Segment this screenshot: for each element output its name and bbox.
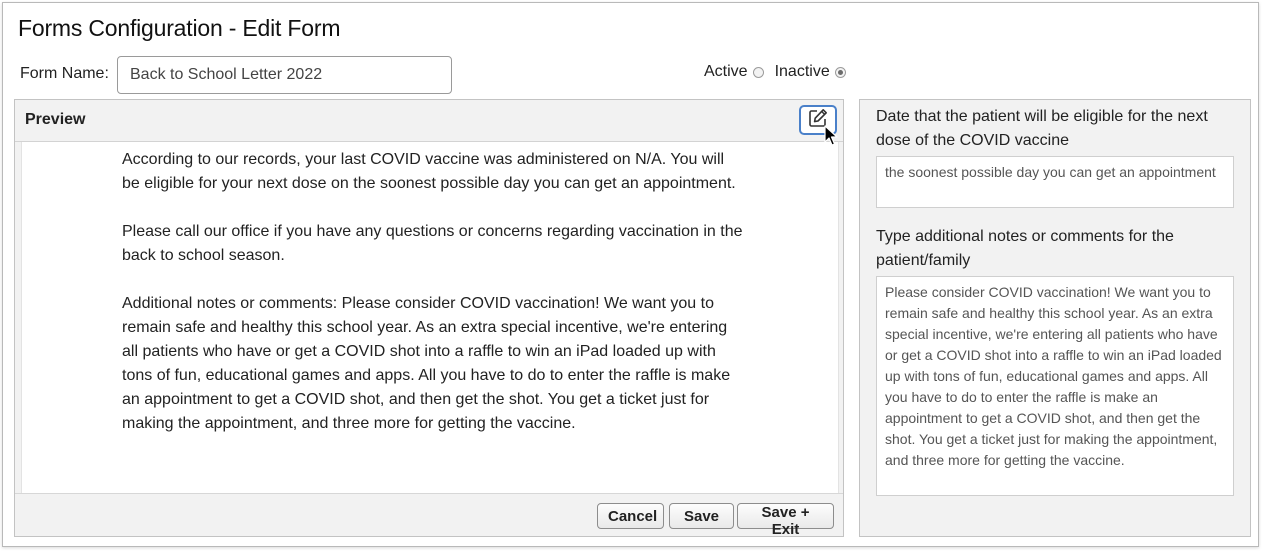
mouse-pointer-icon (824, 125, 838, 152)
preview-paragraph-notes: Additional notes or comments: Please consider COVID vaccination! We want you to remain safe and healthy this school year. As an extra special incentive, we're entering all patients who have or get a COVID shot into a raffle to win an iPad loaded up with tons of fun, educational games and apps. All you have to do to enter the raffle is make an appointment to get a COVID shot, and then get the shot. You get a ticket just for making the appointment, and three more for getting the vaccine. (122, 295, 731, 432)
active-label: Active (704, 63, 748, 80)
preview-letter (122, 148, 744, 460)
form-fields-panel (859, 99, 1251, 537)
preview-title: Preview (25, 111, 86, 128)
notes-field[interactable]: Please consider COVID vaccination! We want you to remain safe and healthy this school year. As an extra special incentive, we're entering all patients who have or get a COVID shot into a raffle to win an iPad loaded up with tons of fun, educational games and apps. All you have to do to enter the raffle is make an appointment to get a COVID shot, and then get the shot. You get a ticket just for making the appointment, and three more for getting the vaccine. (876, 276, 1234, 496)
eligibility-field[interactable]: the soonest possible day you can get an appointment (876, 156, 1234, 208)
inactive-radio[interactable] (835, 67, 846, 78)
preview-panel (14, 99, 844, 537)
form-name-input[interactable] (117, 56, 452, 94)
page-title: Forms Configuration - Edit Form (18, 15, 341, 41)
active-radio[interactable] (753, 67, 764, 78)
eligibility-label: Date that the patient will be eligible for the next dose of the COVID vaccine (876, 108, 1208, 149)
cancel-button[interactable]: Cancel (597, 503, 664, 529)
inactive-label: Inactive (774, 63, 830, 80)
status-radio-group (704, 63, 857, 81)
preview-paragraph-eligibility: According to our records, your last COVID vaccine was administered on N/A. You will be eligible for your next dose on the soonest possible day you can get an appointment. (122, 151, 736, 192)
preview-content (21, 142, 839, 494)
save-button[interactable]: Save (669, 503, 734, 529)
form-name-label: Form Name: (20, 65, 109, 82)
preview-header (15, 100, 843, 142)
preview-paragraph-contact: Please call our office if you have any questions or concerns regarding vaccination in the back to school season. (122, 223, 743, 264)
save-exit-button[interactable]: Save + Exit (737, 503, 834, 529)
notes-label: Type additional notes or comments for the patient/family (876, 228, 1174, 269)
preview-footer (15, 493, 843, 536)
